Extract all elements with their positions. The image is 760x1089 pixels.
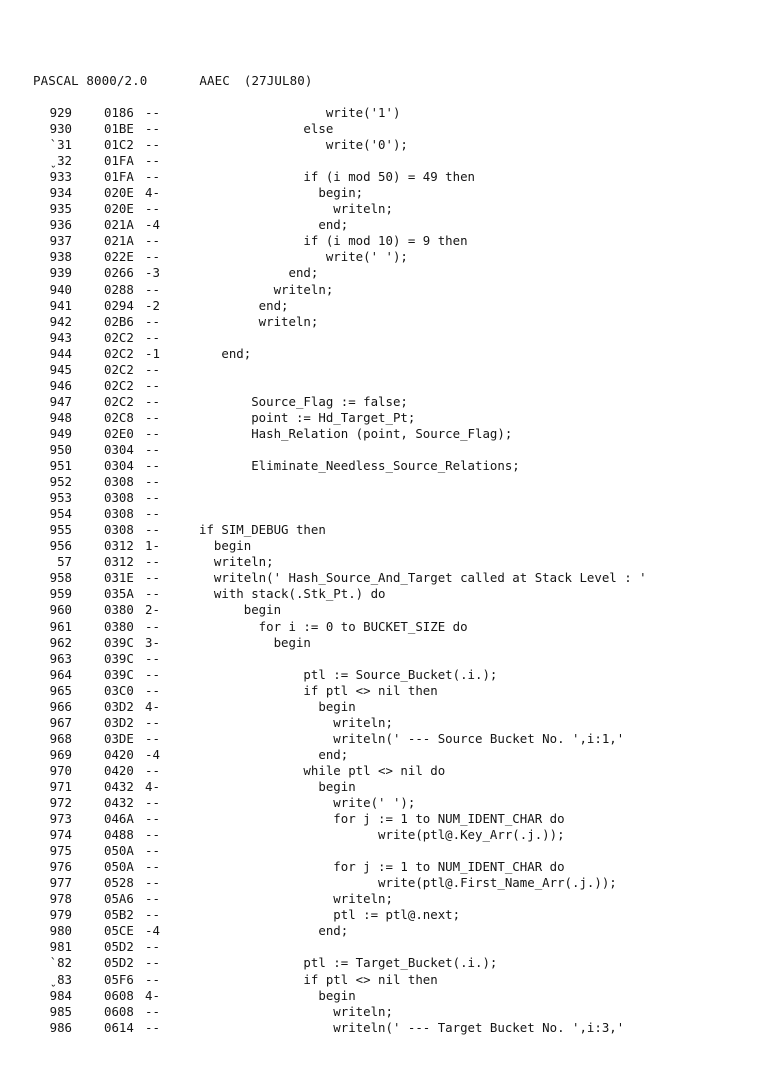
line-number: 949 [49, 425, 72, 441]
line-number: 967 [49, 714, 72, 730]
address: 0488 [104, 827, 134, 843]
listing-line [0, 827, 760, 843]
nesting-level: -- [145, 554, 160, 570]
address: 039C [104, 666, 134, 682]
line-number: 979 [49, 907, 72, 923]
source-code: end; [199, 746, 349, 762]
line-number: 973 [49, 811, 72, 827]
listing-line [0, 474, 760, 490]
nesting-level: -- [145, 714, 160, 730]
listing-line [0, 410, 760, 426]
source-code: end; [199, 297, 289, 313]
listing-line [0, 875, 760, 891]
address: 020E [104, 185, 134, 201]
source-code: writeln; [199, 714, 393, 730]
address: 02C2 [104, 393, 134, 409]
line-number: 953 [49, 490, 72, 506]
line-number: 939 [49, 265, 72, 281]
address: 0186 [104, 105, 134, 120]
address: 02C2 [104, 361, 134, 377]
source-code: write('1') [199, 105, 401, 120]
line-number: 969 [49, 746, 72, 762]
listing-line [0, 891, 760, 907]
address: 0528 [104, 875, 134, 891]
line-number: 935 [49, 201, 72, 217]
line-number: 933 [49, 169, 72, 185]
line-number: `82 [49, 955, 72, 971]
nesting-level: -2 [145, 297, 160, 313]
source-code: begin [199, 987, 356, 1003]
listing-line [0, 490, 760, 506]
listing-line [0, 233, 760, 249]
listing-line [0, 731, 760, 747]
listing-line [0, 811, 760, 827]
address: 02E0 [104, 425, 134, 441]
nesting-level: -- [145, 201, 160, 217]
address: 01FA [104, 169, 134, 185]
nesting-level: -- [145, 506, 160, 522]
listing-line [0, 635, 760, 651]
line-number: 971 [49, 778, 72, 794]
line-number: 952 [49, 474, 72, 490]
source-code: writeln; [199, 281, 334, 297]
address: 046A [104, 811, 134, 827]
address: 0380 [104, 618, 134, 634]
source-code: writeln(' --- Target Bucket No. ',i:3,' [199, 1019, 625, 1035]
address: 050A [104, 843, 134, 859]
listing-line [0, 378, 760, 394]
nesting-level: -4 [145, 217, 160, 233]
listing-line [0, 843, 760, 859]
source-code: begin [199, 778, 356, 794]
nesting-level: -- [145, 586, 160, 602]
line-number: 956 [49, 538, 72, 554]
nesting-level: -- [145, 425, 160, 441]
listing-line [0, 699, 760, 715]
nesting-level: -- [145, 971, 160, 987]
listing-line [0, 859, 760, 875]
nesting-level: -- [145, 105, 160, 120]
line-number: 985 [49, 1003, 72, 1019]
source-code: if ptl <> nil then [199, 682, 438, 698]
listing-line [0, 972, 760, 988]
source-code: write(ptl@.Key_Arr(.j.)); [199, 827, 565, 843]
nesting-level: -- [145, 153, 160, 169]
line-number: 977 [49, 875, 72, 891]
line-number: 968 [49, 730, 72, 746]
address: 02C2 [104, 329, 134, 345]
line-number: 961 [49, 618, 72, 634]
line-number: 965 [49, 682, 72, 698]
listing-line [0, 923, 760, 939]
address: 05B2 [104, 907, 134, 923]
line-number: 974 [49, 827, 72, 843]
address: 0308 [104, 474, 134, 490]
address: 050A [104, 859, 134, 875]
address: 02B6 [104, 313, 134, 329]
address: 0432 [104, 795, 134, 811]
listing-line [0, 265, 760, 281]
listing-line [0, 538, 760, 554]
line-number: 963 [49, 650, 72, 666]
nesting-level: -4 [145, 746, 160, 762]
nesting-level: -- [145, 474, 160, 490]
line-number: 972 [49, 795, 72, 811]
source-code: if SIM_DEBUG then [199, 522, 326, 538]
nesting-level: 4- [145, 987, 160, 1003]
listing-line [0, 346, 760, 362]
line-number: 934 [49, 185, 72, 201]
address: 0608 [104, 1003, 134, 1019]
source-code: for j := 1 to NUM_IDENT_CHAR do [199, 811, 565, 827]
nesting-level: -- [145, 441, 160, 457]
source-code: write(' '); [199, 249, 408, 265]
nesting-level: -- [145, 249, 160, 265]
listing-line [0, 779, 760, 795]
line-number: 975 [49, 843, 72, 859]
nesting-level: -- [145, 169, 160, 185]
source-code: Eliminate_Needless_Source_Relations; [199, 458, 520, 474]
line-number: 945 [49, 361, 72, 377]
address: 0614 [104, 1019, 134, 1035]
nesting-level: -3 [145, 265, 160, 281]
listing-line [0, 506, 760, 522]
line-number: 948 [49, 409, 72, 425]
nesting-level: 1- [145, 538, 160, 554]
nesting-level: -- [145, 875, 160, 891]
compiler-name: PASCAL 8000/2.0 [33, 73, 148, 88]
source-code: writeln(' --- Source Bucket No. ',i:1,' [199, 730, 625, 746]
line-number: 984 [49, 987, 72, 1003]
listing-line [0, 282, 760, 298]
line-number: 958 [49, 570, 72, 586]
line-number: 947 [49, 393, 72, 409]
nesting-level: -- [145, 137, 160, 153]
listing-line [0, 394, 760, 410]
address: 0308 [104, 522, 134, 538]
nesting-level: -- [145, 939, 160, 955]
address: 0266 [104, 265, 134, 281]
listing-line [0, 442, 760, 458]
source-code: begin [199, 698, 356, 714]
listing-line [0, 1020, 760, 1036]
source-code: for i := 0 to BUCKET_SIZE do [199, 618, 468, 634]
address: 0288 [104, 281, 134, 297]
nesting-level: -- [145, 522, 160, 538]
nesting-level: -- [145, 458, 160, 474]
address: 05A6 [104, 891, 134, 907]
address: 0304 [104, 441, 134, 457]
address: 021A [104, 233, 134, 249]
address: 0308 [104, 506, 134, 522]
line-number: 959 [49, 586, 72, 602]
address: 031E [104, 570, 134, 586]
nesting-level: -- [145, 827, 160, 843]
source-code: ptl := Target_Bucket(.i.); [199, 955, 498, 971]
source-code: if ptl <> nil then [199, 971, 438, 987]
source-code: writeln; [199, 891, 393, 907]
line-number: 962 [49, 634, 72, 650]
nesting-level: -- [145, 361, 160, 377]
listing-line [0, 105, 760, 121]
nesting-level: -- [145, 891, 160, 907]
source-code: else [199, 121, 334, 137]
nesting-level: -- [145, 121, 160, 137]
listing-line [0, 570, 760, 586]
nesting-level: -- [145, 1019, 160, 1035]
nesting-level: -- [145, 859, 160, 875]
nesting-level: -- [145, 843, 160, 859]
nesting-level: -- [145, 409, 160, 425]
nesting-level: -4 [145, 923, 160, 939]
address: 0420 [104, 746, 134, 762]
address: 0432 [104, 778, 134, 794]
source-code: end; [199, 265, 319, 281]
nesting-level: -- [145, 393, 160, 409]
line-number: 938 [49, 249, 72, 265]
source-code: begin [199, 538, 252, 554]
source-code: end; [199, 345, 252, 361]
listing-line [0, 426, 760, 442]
nesting-level: -- [145, 907, 160, 923]
address: 0608 [104, 987, 134, 1003]
source-code: write('0'); [199, 137, 408, 153]
line-number: 943 [49, 329, 72, 345]
nesting-level: 4- [145, 185, 160, 201]
nesting-level: 2- [145, 602, 160, 618]
source-code: write(ptl@.First_Name_Arr(.j.)); [199, 875, 617, 891]
line-number: 964 [49, 666, 72, 682]
source-code: while ptl <> nil do [199, 762, 446, 778]
nesting-level: -- [145, 1003, 160, 1019]
line-number: 970 [49, 762, 72, 778]
listing-line [0, 137, 760, 153]
address: 0420 [104, 762, 134, 778]
line-number: 978 [49, 891, 72, 907]
line-number: 929 [49, 105, 72, 120]
listing-line [0, 715, 760, 731]
listing-line [0, 763, 760, 779]
address: 021A [104, 217, 134, 233]
address: 03C0 [104, 682, 134, 698]
address: 0294 [104, 297, 134, 313]
address: 01FA [104, 153, 134, 169]
listing-line [0, 153, 760, 169]
line-number: 981 [49, 939, 72, 955]
nesting-level: 3- [145, 634, 160, 650]
address: 01BE [104, 121, 134, 137]
listing-line [0, 169, 760, 185]
nesting-level: -1 [145, 345, 160, 361]
listing-line [0, 298, 760, 314]
line-number: 930 [49, 121, 72, 137]
listing-line [0, 683, 760, 699]
address: 039C [104, 634, 134, 650]
nesting-level: -- [145, 730, 160, 746]
address: 01C2 [104, 137, 134, 153]
listing-line [0, 314, 760, 330]
line-number: 951 [49, 458, 72, 474]
source-code: if (i mod 50) = 49 then [199, 169, 476, 185]
address: 03D2 [104, 714, 134, 730]
address: 02C2 [104, 377, 134, 393]
source-code: ptl := Source_Bucket(.i.); [199, 666, 498, 682]
listing-line [0, 939, 760, 955]
listing-line [0, 554, 760, 570]
address: 05CE [104, 923, 134, 939]
source-code: Hash_Relation (point, Source_Flag); [199, 425, 513, 441]
nesting-level: -- [145, 682, 160, 698]
line-number: 976 [49, 859, 72, 875]
source-code: writeln; [199, 201, 393, 217]
address: 03DE [104, 730, 134, 746]
address: 022E [104, 249, 134, 265]
listing-line [0, 667, 760, 683]
address: 0308 [104, 490, 134, 506]
address: 020E [104, 201, 134, 217]
listing-line [0, 955, 760, 971]
listing-line [0, 330, 760, 346]
nesting-level: -- [145, 762, 160, 778]
line-number: ˬ83 [49, 971, 72, 987]
line-number: 942 [49, 313, 72, 329]
nesting-level: -- [145, 618, 160, 634]
source-code: for j := 1 to NUM_IDENT_CHAR do [199, 859, 565, 875]
listing-line [0, 121, 760, 137]
line-number: 57 [49, 554, 72, 570]
line-number: 941 [49, 297, 72, 313]
listing-line [0, 619, 760, 635]
line-number: 940 [49, 281, 72, 297]
source-code: begin; [199, 185, 364, 201]
line-number: 936 [49, 217, 72, 233]
line-number: 980 [49, 923, 72, 939]
source-code: ptl := ptl@.next; [199, 907, 461, 923]
listing-line [0, 362, 760, 378]
source-code: end; [199, 923, 349, 939]
nesting-level: -- [145, 329, 160, 345]
source-code: write(' '); [199, 795, 416, 811]
line-number: 937 [49, 233, 72, 249]
address: 0312 [104, 554, 134, 570]
source-code: begin [199, 634, 311, 650]
listing-line [0, 1004, 760, 1020]
listing-line [0, 795, 760, 811]
address: 0380 [104, 602, 134, 618]
source-code: writeln(' Hash_Source_And_Target called at Stack Level : ' [199, 570, 647, 586]
line-number: 946 [49, 377, 72, 393]
address: 02C2 [104, 345, 134, 361]
address: 02C8 [104, 409, 134, 425]
listing-line [0, 217, 760, 233]
source-code: with stack(.Stk_Pt.) do [199, 586, 386, 602]
listing-line [0, 602, 760, 618]
address: 03D2 [104, 698, 134, 714]
listing-line [0, 249, 760, 265]
listing-line [0, 907, 760, 923]
line-number: 986 [49, 1019, 72, 1035]
listing-line [0, 988, 760, 1004]
nesting-level: -- [145, 795, 160, 811]
nesting-level: -- [145, 281, 160, 297]
listing-line [0, 522, 760, 538]
organization: AAEC [199, 73, 230, 88]
line-number: 955 [49, 522, 72, 538]
listing-line [0, 458, 760, 474]
source-code: Source_Flag := false; [199, 393, 408, 409]
source-code: point := Hd_Target_Pt; [199, 409, 416, 425]
source-listing [0, 105, 760, 1036]
line-number: `31 [49, 137, 72, 153]
address: 05F6 [104, 971, 134, 987]
source-code: writeln; [199, 1003, 393, 1019]
source-code: writeln; [199, 554, 274, 570]
listing-line [0, 586, 760, 602]
address: 0312 [104, 538, 134, 554]
source-code: if (i mod 10) = 9 then [199, 233, 468, 249]
address: 05D2 [104, 955, 134, 971]
page-header [33, 73, 313, 88]
address: 0304 [104, 458, 134, 474]
line-number: 960 [49, 602, 72, 618]
nesting-level: -- [145, 666, 160, 682]
address: 039C [104, 650, 134, 666]
address: 05D2 [104, 939, 134, 955]
line-number: 954 [49, 506, 72, 522]
line-number: 966 [49, 698, 72, 714]
listing-line [0, 747, 760, 763]
nesting-level: -- [145, 811, 160, 827]
line-number: 944 [49, 345, 72, 361]
nesting-level: -- [145, 377, 160, 393]
source-code: end; [199, 217, 349, 233]
nesting-level: -- [145, 650, 160, 666]
nesting-level: -- [145, 490, 160, 506]
line-number: 950 [49, 441, 72, 457]
nesting-level: -- [145, 955, 160, 971]
nesting-level: -- [145, 313, 160, 329]
compile-date: (27JUL80) [243, 73, 313, 88]
source-code: begin [199, 602, 282, 618]
nesting-level: 4- [145, 778, 160, 794]
line-number: ˬ32 [49, 153, 72, 169]
nesting-level: -- [145, 233, 160, 249]
listing-line [0, 651, 760, 667]
nesting-level: 4- [145, 698, 160, 714]
source-code: writeln; [199, 313, 319, 329]
listing-line [0, 185, 760, 201]
nesting-level: -- [145, 570, 160, 586]
address: 035A [104, 586, 134, 602]
listing-line [0, 201, 760, 217]
